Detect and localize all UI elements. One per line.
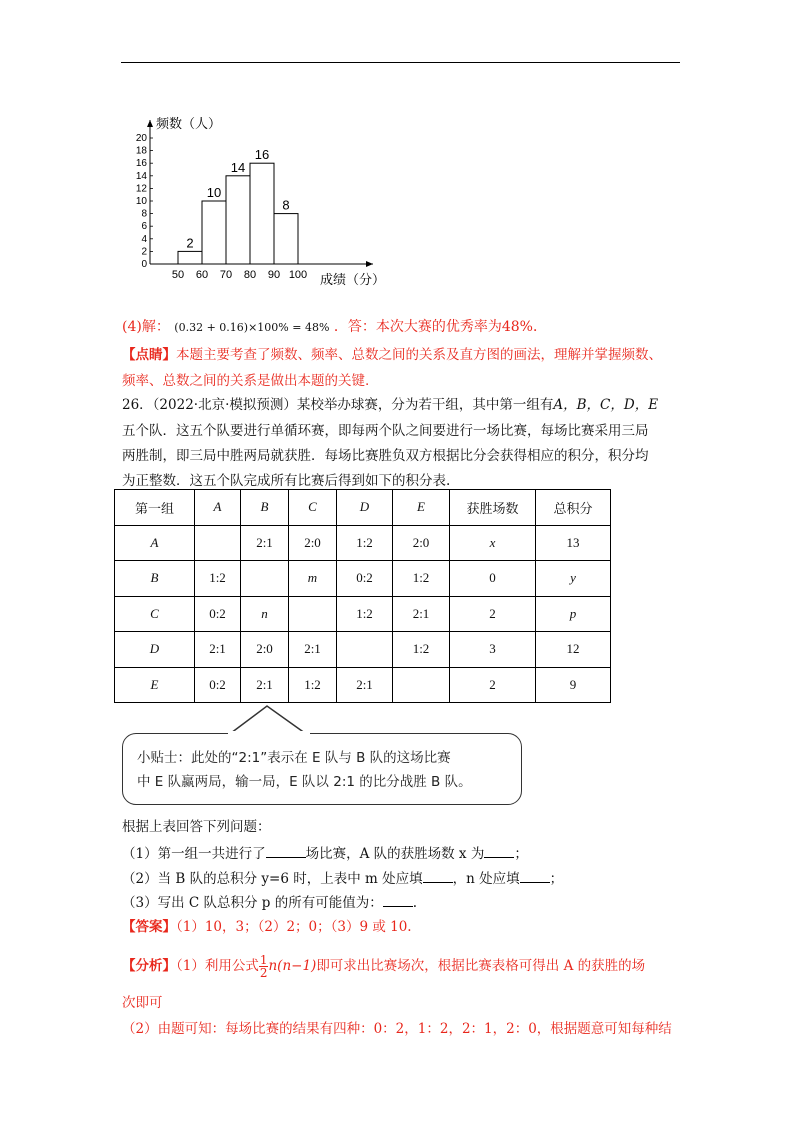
- table-cell: [337, 632, 393, 668]
- table-cell: 2:1: [393, 596, 450, 632]
- table-cell: 12: [536, 632, 611, 668]
- x-axis-title: 成绩（分）: [320, 273, 386, 288]
- y-axis-title: 频数（人）: [156, 117, 222, 132]
- analysis-line2: 次即可: [122, 995, 163, 1011]
- table-cell: 2:0: [393, 525, 450, 561]
- table-row: [115, 596, 611, 632]
- histogram-bar: [226, 176, 250, 264]
- comment-text1: 本题主要考查了频数、频率、总数之间的关系及直方图的画法，理解并掌握频数、: [176, 347, 662, 363]
- y-tick-label: 6: [141, 221, 147, 233]
- question-2: [122, 870, 563, 886]
- analysis-line3: （2）由题可知：每场比赛的结果有四种：0：2，1：2，2：1，2：0，根据题意可知每种结: [122, 1021, 672, 1037]
- question-1: [122, 845, 528, 861]
- table-cell: 0:2: [337, 561, 393, 597]
- q2-text-a: （2）当 B 队的总积分 y=6 时，上表中 m 处应填: [122, 871, 423, 887]
- table-cell: B: [115, 561, 195, 597]
- table-cell: 2:1: [241, 525, 289, 561]
- table-cell: 1:2: [195, 561, 241, 597]
- q3-blank[interactable]: [383, 894, 413, 907]
- x-tick-label: 90: [267, 269, 281, 281]
- table-row: [115, 667, 611, 703]
- comment-line1: [122, 348, 662, 362]
- tip-line1: 小贴士：此处的“2:1”表示在 E 队与 B 队的这场比赛: [137, 750, 451, 766]
- table-header: A: [195, 490, 241, 526]
- bar-value-label: 8: [282, 197, 290, 213]
- q26-line3: [122, 449, 649, 463]
- q26-text4: 为正整数．这五个队完成所有比赛后得到如下的积分表.: [122, 473, 451, 489]
- table-cell: E: [115, 667, 195, 703]
- part4-suffix: ．答：本次大赛的优秀率为: [333, 319, 502, 335]
- header-rule: [121, 62, 680, 63]
- q1-text-c: ；: [514, 846, 528, 862]
- q2-text-b: ，n 处应填: [452, 871, 520, 887]
- part4-solution: [122, 320, 547, 335]
- q26-text3: 两胜制，即三局中胜两局就获胜．每场比赛胜负双方根据比分会获得相应的积分，积分均: [122, 448, 649, 464]
- q2-text-c: ；: [549, 871, 564, 887]
- table-header-row: [115, 490, 611, 526]
- q3-text-b: .: [412, 895, 418, 911]
- table-cell: y: [536, 561, 611, 597]
- analysis-pre: （1）利用公式: [176, 958, 259, 974]
- q26-line4: [122, 474, 450, 488]
- analysis-post: 即可求出比赛场次，根据比赛表格可得出 A 的获胜的场: [316, 958, 646, 974]
- table-header: 第一组: [115, 490, 195, 526]
- table-cell: 1:2: [393, 561, 450, 597]
- table-cell: n: [241, 596, 289, 632]
- q26-line2: [122, 424, 649, 438]
- table-cell: 2:1: [241, 667, 289, 703]
- table-cell: 2:0: [289, 525, 337, 561]
- y-axis-arrow: [147, 120, 153, 127]
- table-cell: [195, 525, 241, 561]
- table-cell: m: [289, 561, 337, 597]
- y-tick-label: 16: [135, 158, 147, 170]
- table-cell: 1:2: [337, 596, 393, 632]
- table-cell: 0:2: [195, 596, 241, 632]
- comment-tag: 【点睛】: [122, 347, 176, 363]
- bar-value-label: 14: [230, 159, 246, 175]
- histogram-bar: [250, 163, 274, 264]
- part4-end: ．: [532, 319, 547, 335]
- table-header: C: [289, 490, 337, 526]
- q26-line1: [122, 398, 658, 412]
- y-tick-label: 8: [141, 208, 147, 220]
- bar-value-label: 10: [206, 185, 222, 200]
- score-table: [114, 489, 611, 703]
- table-cell: 1:2: [337, 525, 393, 561]
- table-row: [115, 525, 611, 561]
- part4-rate: 48%: [501, 319, 533, 335]
- table-cell: 2: [450, 596, 536, 632]
- histogram-bar: [178, 251, 202, 264]
- table-cell: A: [115, 525, 195, 561]
- x-tick-label: 70: [219, 269, 233, 281]
- histogram-bar: [202, 201, 226, 264]
- x-axis-arrow: [366, 261, 373, 267]
- comment-text2: 频率、总数之间的关系是做出本题的关键.: [122, 373, 370, 389]
- y-tick-label: 20: [135, 133, 147, 144]
- tip-line2: 中 E 队赢两局，输一局，E 队以 2:1 的比分战胜 B 队。: [137, 774, 472, 790]
- y-tick-label: 14: [135, 170, 147, 182]
- answer-line: [122, 920, 412, 934]
- table-cell: 13: [536, 525, 611, 561]
- table-header: 获胜场数: [450, 490, 536, 526]
- table-cell: [393, 667, 450, 703]
- tip-callout: [122, 733, 522, 805]
- q1-text-b: 场比赛，A 队的获胜场数 x 为: [305, 846, 485, 862]
- table-header: B: [241, 490, 289, 526]
- bar-value-label: 16: [254, 147, 270, 163]
- answer-text: （1）10，3；（2）2；0；（3）9 或 10.: [176, 919, 412, 935]
- y-tick-label: 18: [135, 145, 147, 157]
- y-tick-label: 4: [141, 233, 147, 245]
- questions-intro: 根据上表回答下列问题：: [122, 819, 271, 835]
- q1-text-a: （1）第一组一共进行了: [122, 846, 266, 862]
- x-tick-label: 50: [171, 269, 185, 281]
- comment-line2: [122, 374, 369, 388]
- histogram-bar: [274, 214, 298, 264]
- table-cell: [241, 561, 289, 597]
- q1-blank-1[interactable]: [266, 845, 306, 858]
- table-cell: C: [115, 596, 195, 632]
- table-cell: 2:1: [289, 632, 337, 668]
- fraction-numerator: 1: [259, 953, 268, 967]
- answer-tag: 【答案】: [122, 919, 176, 935]
- table-cell: p: [536, 596, 611, 632]
- callout-join: [228, 731, 310, 735]
- bar-value-label: 2: [186, 235, 194, 251]
- table-header: D: [337, 490, 393, 526]
- table-cell: 9: [536, 667, 611, 703]
- histogram-chart: [128, 112, 398, 290]
- table-cell: 1:2: [289, 667, 337, 703]
- table-cell: 2:1: [337, 667, 393, 703]
- x-tick-label: 60: [195, 269, 209, 281]
- analysis-formula: n(n−1): [268, 958, 317, 974]
- q3-text-a: （3）写出 C 队总积分 p 的所有可能值为：: [122, 895, 383, 911]
- y-tick-label: 0: [141, 259, 147, 270]
- table-cell: 2: [450, 667, 536, 703]
- table-cell: 2:0: [241, 632, 289, 668]
- y-tick-label: 12: [135, 183, 147, 195]
- q26-text1: 26．（2022·北京·模拟预测）某校举办球赛，分为若干组，其中第一组有: [122, 397, 554, 413]
- analysis-tag: 【分析】: [122, 958, 176, 974]
- q26-text2: 五个队．这五个队要进行单循环赛，即每两个队之间要进行一场比赛，每场比赛采用三局: [122, 423, 649, 439]
- part4-prefix: (4)解：: [122, 319, 170, 335]
- x-tick-label: 100: [288, 269, 308, 281]
- table-cell: 2:1: [195, 632, 241, 668]
- fraction-denominator: 2: [259, 966, 268, 980]
- table-cell: x: [450, 525, 536, 561]
- table-row: [115, 632, 611, 668]
- q26-teams: A，B，C，D，E: [553, 397, 659, 413]
- q2-blank-2[interactable]: [520, 870, 550, 883]
- table-header: 总积分: [536, 490, 611, 526]
- part4-formula: (0.32 + 0.16)×100% = 48%: [174, 321, 330, 334]
- y-tick-label: 10: [135, 196, 147, 207]
- table-cell: 3: [450, 632, 536, 668]
- table-cell: 0:2: [195, 667, 241, 703]
- analysis-line1: [122, 950, 645, 982]
- table-cell: [289, 596, 337, 632]
- q1-blank-2[interactable]: [484, 845, 514, 858]
- table-cell: 1:2: [393, 632, 450, 668]
- y-tick-label: 2: [141, 246, 147, 258]
- q2-blank-1[interactable]: [423, 870, 453, 883]
- table-cell: D: [115, 632, 195, 668]
- question-3: [122, 894, 417, 910]
- table-header: E: [393, 490, 450, 526]
- table-row: [115, 561, 611, 597]
- x-tick-label: 80: [243, 269, 257, 281]
- table-cell: 0: [450, 561, 536, 597]
